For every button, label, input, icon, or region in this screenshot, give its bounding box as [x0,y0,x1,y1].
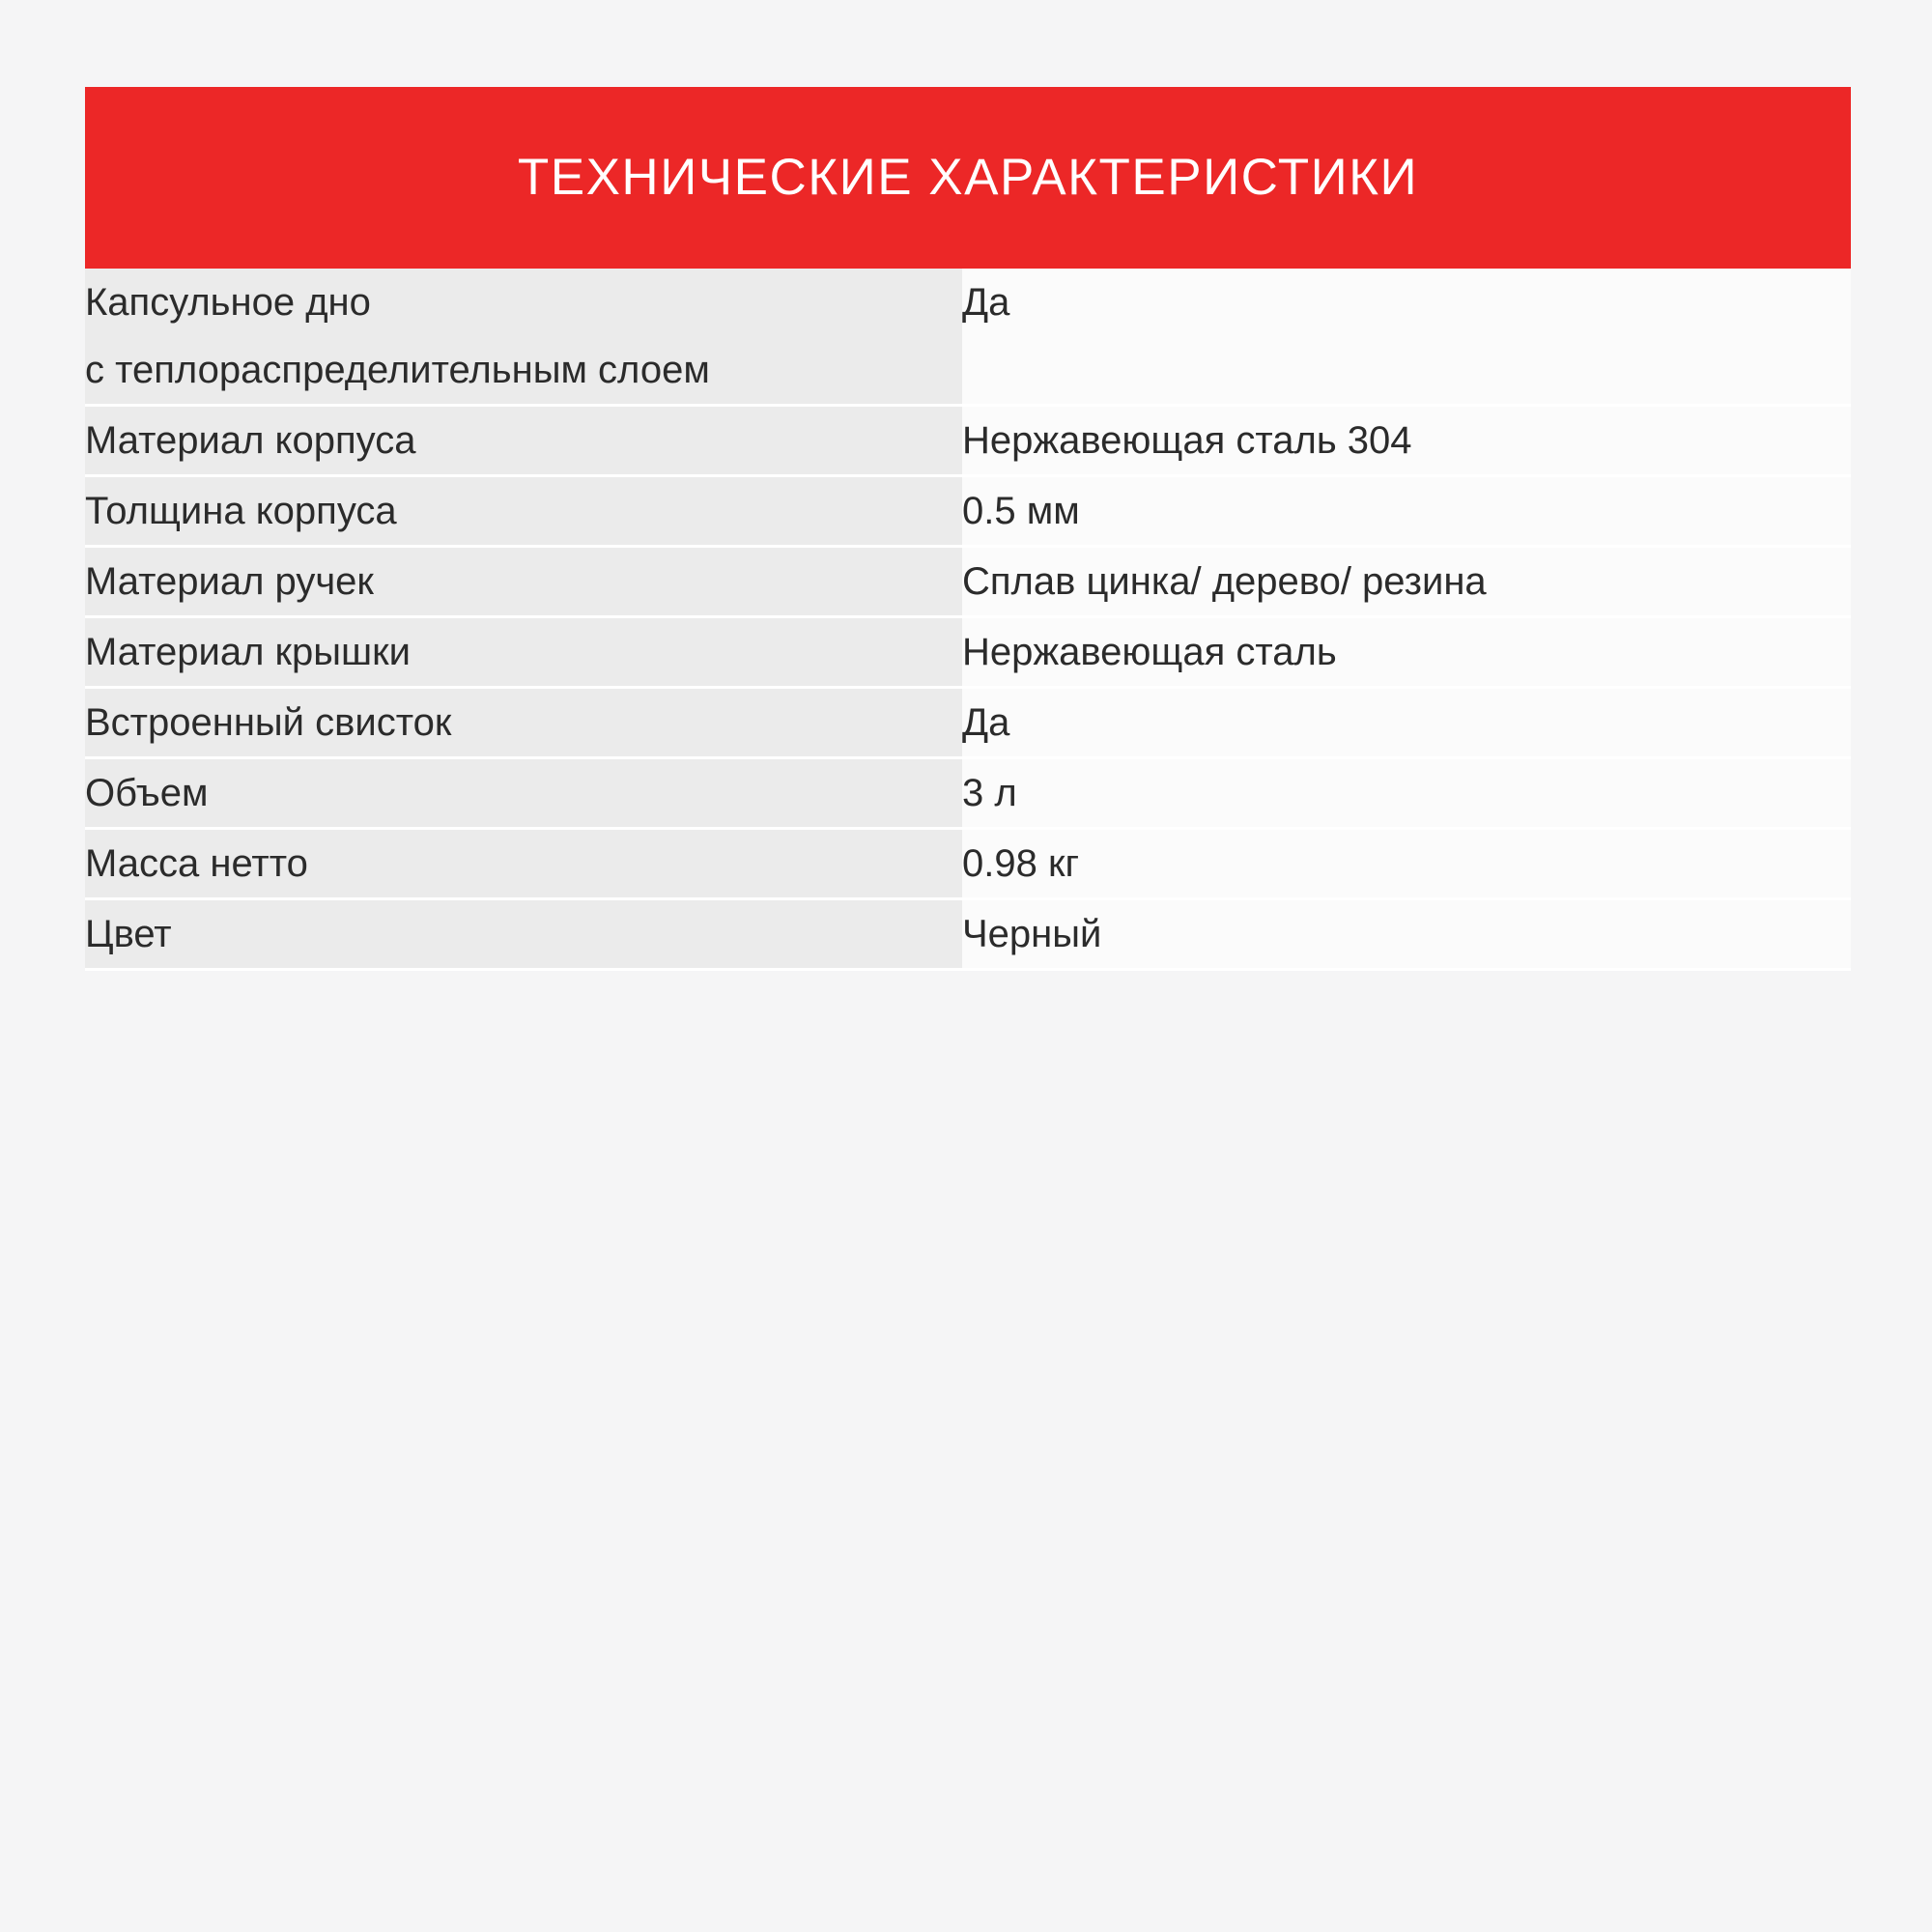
page-title: ТЕХНИЧЕСКИЕ ХАРАКТЕРИСТИКИ [517,148,1419,206]
spec-label-cell: Масса нетто [85,829,962,899]
spec-value-cell: Черный [962,899,1851,970]
specifications-sheet [85,87,1851,971]
spec-label-cell: Встроенный свисток [85,688,962,758]
spec-label-cell [85,269,962,406]
table-row [85,269,1851,406]
spec-value-cell: Нержавеющая сталь [962,617,1851,688]
table-row [85,758,1851,829]
spec-label-cell: Материал корпуса [85,406,962,476]
table-row [85,617,1851,688]
specifications-table [85,269,1851,971]
table-row [85,547,1851,617]
spec-label-text: Капсульное дно [85,281,371,324]
table-row [85,688,1851,758]
spec-label-text-line2: с теплораспределительным слоем [85,349,710,391]
table-row [85,829,1851,899]
specifications-header [85,87,1851,269]
spec-value-cell: Да [962,269,1851,406]
spec-label-cell: Толщина корпуса [85,476,962,547]
spec-label-cell: Материал ручек [85,547,962,617]
spec-label-cell: Материал крышки [85,617,962,688]
spec-value-cell: 3 л [962,758,1851,829]
table-row [85,899,1851,970]
spec-value-cell: 0.5 мм [962,476,1851,547]
spec-label-cell: Объем [85,758,962,829]
spec-value-cell: Да [962,688,1851,758]
table-row [85,406,1851,476]
spec-value-cell: Сплав цинка/ дерево/ резина [962,547,1851,617]
spec-value-cell: Нержавеющая сталь 304 [962,406,1851,476]
table-row [85,476,1851,547]
spec-value-cell: 0.98 кг [962,829,1851,899]
spec-label-cell: Цвет [85,899,962,970]
